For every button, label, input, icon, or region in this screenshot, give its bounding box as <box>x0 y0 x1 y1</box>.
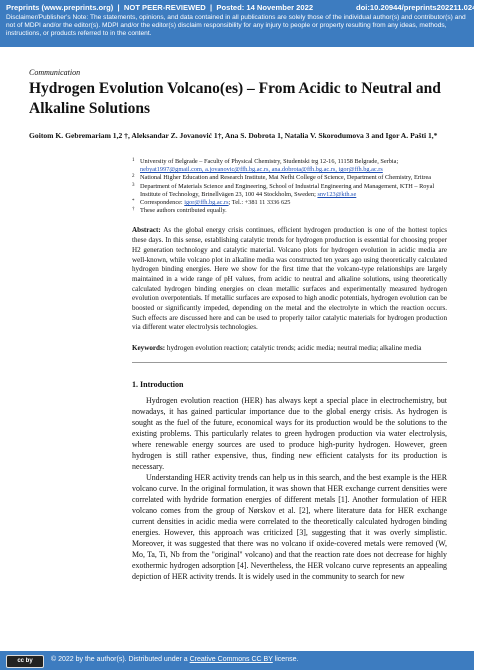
keywords <box>132 344 447 354</box>
cc-by-logo-icon[interactable]: cc by <box>6 655 44 668</box>
header-line: Preprints (www.preprints.org) | NOT PEER-REVIEWED | Posted: 14 November 2022 doi:10.20944/preprints202211.0246.v1 <box>6 3 491 12</box>
introduction <box>132 395 447 582</box>
posted-date: Posted: 14 November 2022 <box>216 3 314 12</box>
keywords-label: Keywords: <box>132 344 166 353</box>
correspondence: * Correspondence: igor@ffh.bg.ac.rs; Tel.: +381 11 3336 625 <box>132 199 291 207</box>
author-list: Goitom K. Gebremariam 1,2 †, Aleksandar Z. Jovanović 1†, Ana S. Dobrota 1, Natalia V. Skorodumova 3 and Igor A. Pašti 1,* <box>29 131 438 140</box>
abstract-label: Abstract: <box>132 226 161 235</box>
intro-paragraph-1: Hydrogen evolution reaction (HER) has always kept a special place in electrochemistry, but nowadays, it has gained particular importance due to the global energy crisis. As hydrogen is sought as the fuel of the future, economical ways for its production would be the solutions to the existing problems. This particularly relates to green hydrogen production via water electrolysis, where renewable energy sources are used to produce high-purity hydrogen. However, green hydrogen is still rather expensive, thus, finding new efficient catalysts for its production is necessary. <box>132 395 447 471</box>
license-link[interactable]: Creative Commons CC BY <box>189 656 273 663</box>
doi-link[interactable]: doi:10.20944/preprints202211.0246.v1 <box>356 3 491 12</box>
affiliation-3: 3 Department of Materials Science and Engineering, School of Industrial Engineering and Management, KTH – Royal Institute of Technology, Brinellvägen 23, 100 44 Stockholm, Sweden; snv123@kth.se <box>132 182 435 198</box>
article-title: Hydrogen Evolution Volcano(es) – From Acidic to Neutral and Alkaline Solutions <box>29 80 441 117</box>
copyright-text: © 2022 by the author(s). Distributed under a Creative Commons CC BY license. <box>51 656 299 663</box>
abstract-text: As the global energy crisis continues, efficient hydrogen production is one of the hottest topics these days. In this sense, establishing catalytic trends for hydrogen production is essential for choosing proper H2 generation technology and catalytic material. Volcano plots for hydrogen evolution in acidic media are well-known, while volcano plot in alkaline media was constructed ten years ago using theoretically calculated hydrogen binding energies. Here we show for the first time that the volcano-type relationships are largely maintained in a wide range of pH values, from acidic to neutral and alkaline solutions, using theoretically calculated hydrogen binding energies on clean metallic surfaces and experimentally measured hydrogen evolution overpotentials. If metallic surfaces are exposed to high anodic potentials, hydrogen evolution can be boosted or significantly impeded, depending on the metal and the electrolyte in which the reaction occurs. Such effects are discussed here and can be used to properly tailor catalytic materials for hydrogen production via different water electrolysis technologies. <box>132 226 447 332</box>
intro-paragraph-2: Understanding HER activity trends can help us in this search, and the best example is the HER volcano curve. In the original formulation, it was shown that HER exchange current densities were correlated with hydride formation energies of different metals [1]. Another formulation of HER volcano comes from the group of Nørskov et al. [2], where literature data for HER exchange current densities in acidic media were correlated to the theoretically calculated hydrogen binding energies. However, this approach was criticized [3], suggesting that it was overly simplistic. Moreover, it was suggested that there was no volcano if oxide-covered metals were removed (W, Mo, Ta, Ti, Nb from the "original" volcano) and that the reaction rate does not decrease for highly exothermic hydrogen adsorption [4]. Nevertheless, the HER volcano curve represents an appealing depiction of HER activity trends. It is widely used in the community to search for new <box>132 472 447 581</box>
correspondence-email[interactable]: igor@ffh.bg.ac.rs <box>184 199 229 207</box>
article-type: Communication <box>29 68 81 77</box>
article-body <box>29 58 447 582</box>
affiliation-2: 2 National Higher Education and Research Institute, Mai Nefhi College of Science, Department of Chemistry, Eritrea <box>132 174 432 182</box>
disclaimer-text: Disclaimer/Publisher's Note: The statements, opinions, and data contained in all publications are solely those of the individual author(s) and contributor(s) and not of MDPI and/or the editor(s). MDPI and/or the editor(s) disclaim responsibility for any injury to people or property resulting from any ideas, methods, instructions, or products referred to in the content. <box>6 14 466 38</box>
license-footer <box>0 651 474 670</box>
email-link[interactable]: snv123@kth.se <box>317 190 357 198</box>
preprint-header-bar <box>0 0 491 47</box>
keywords-text: hydrogen evolution reaction; catalytic trends; acidic media; neutral media; alkaline media <box>166 344 422 353</box>
abstract <box>132 226 447 333</box>
section-title: 1. Introduction <box>132 379 184 389</box>
email-links[interactable]: nebyat1997@gmail.com, a.jovanovic@ffh.bg.ac.rs, ana.dobrota@ffh.bg.ac.rs, igor@ffh.bg.ac.rs <box>140 166 383 174</box>
equal-contribution-note: † These authors contributed equally. <box>132 207 227 215</box>
peer-status: NOT PEER-REVIEWED <box>123 3 206 12</box>
affiliation-1: 1 University of Belgrade – Faculty of Physical Chemistry, Studentski trg 12-16, 11158 Belgrade, Serbia; nebyat1997@gmail.com, a.jovanovic@ffh.bg.ac.rs, ana.dobrota@ffh.bg.ac.rs, igor@ffh.bg.ac.rs <box>132 158 399 174</box>
affiliations <box>132 158 447 215</box>
source-link[interactable]: Preprints (www.preprints.org) <box>6 3 114 12</box>
divider <box>132 362 447 363</box>
